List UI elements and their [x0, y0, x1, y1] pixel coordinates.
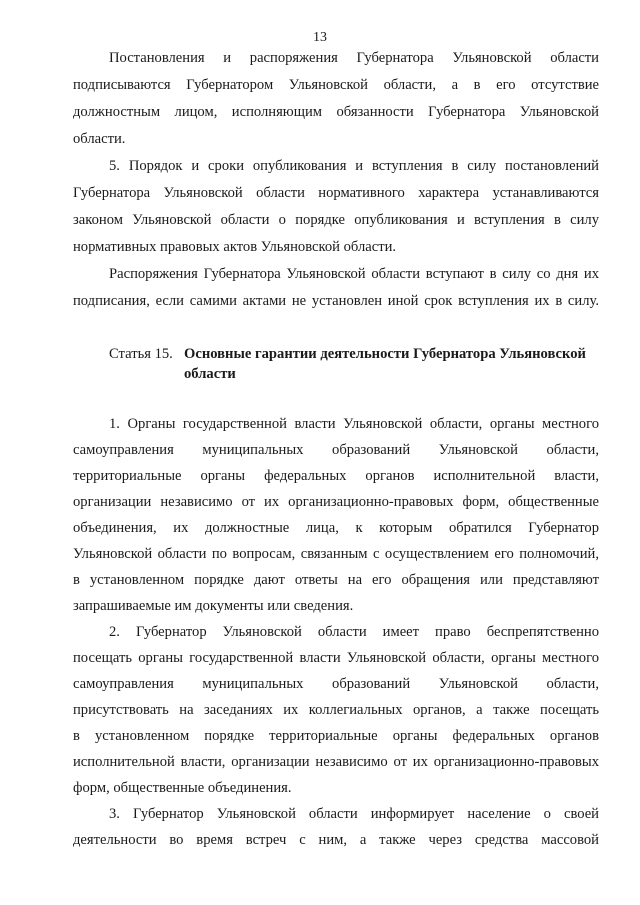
- text-line: 5. Порядок и сроки опубликования и вступления в силу постановлений: [109, 158, 599, 174]
- text-line: 2. Губернатор Ульяновской области имеет право беспрепятственно: [109, 624, 599, 640]
- article-title-line-2: области: [184, 366, 236, 382]
- text-line: подписания, если самими актами не установлен иной срок вступления их в силу.: [73, 293, 599, 309]
- text-line: должностным лицом, исполняющим обязанности Губернатора Ульяновской: [73, 104, 599, 120]
- text-line: организации независимо от их организационно-правовых форм, общественные: [73, 494, 599, 510]
- text-line: Губернатора Ульяновской области нормативного характера устанавливаются: [73, 185, 599, 201]
- text-line: запрашиваемые им документы или сведения.: [73, 598, 354, 614]
- text-line: деятельности во время встреч с ним, а также через средства массовой: [73, 832, 599, 848]
- text-line: Ульяновской области по вопросам, связанным с осуществлением его полномочий,: [73, 546, 599, 562]
- text-line: законом Ульяновской области о порядке опубликования и вступления в силу: [73, 212, 599, 228]
- text-line: присутствовать на заседаниях их коллегиальных органов, а также посещать: [73, 702, 599, 718]
- text-line: объединения, их должностные лица, к которым обратился Губернатор: [73, 520, 599, 536]
- text-line: Распоряжения Губернатора Ульяновской области вступают в силу со дня их: [109, 266, 599, 282]
- text-line: 1. Органы государственной власти Ульяновской области, органы местного: [109, 416, 599, 432]
- text-line: области.: [73, 131, 126, 147]
- text-line: территориальные органы федеральных органов исполнительной власти,: [73, 468, 599, 484]
- text-line: самоуправления муниципальных образований Ульяновской области,: [73, 676, 599, 692]
- text-line: исполнительной власти, организации независимо от их организационно-правовых: [73, 754, 599, 770]
- text-line: посещать органы государственной власти Ульяновской области, органы местного: [73, 650, 599, 666]
- text-line: в установленном порядке дают ответы на его обращения или представляют: [73, 572, 599, 588]
- text-line: 3. Губернатор Ульяновской области информирует население о своей: [109, 806, 599, 822]
- text-line: форм, общественные объединения.: [73, 780, 292, 796]
- article-title-line-1: Основные гарантии деятельности Губернатора Ульяновской: [184, 346, 586, 362]
- text-line: нормативных правовых актов Ульяновской области.: [73, 239, 397, 255]
- article-label: Статья 15.: [109, 346, 173, 362]
- page-number: 13: [313, 30, 327, 45]
- text-line: самоуправления муниципальных образований Ульяновской области,: [73, 442, 599, 458]
- text-line: в установленном порядке территориальные органы федеральных органов: [73, 728, 599, 744]
- text-line: подписываются Губернатором Ульяновской области, а в его отсутствие: [73, 77, 599, 93]
- text-line: Постановления и распоряжения Губернатора Ульяновской области: [109, 50, 599, 66]
